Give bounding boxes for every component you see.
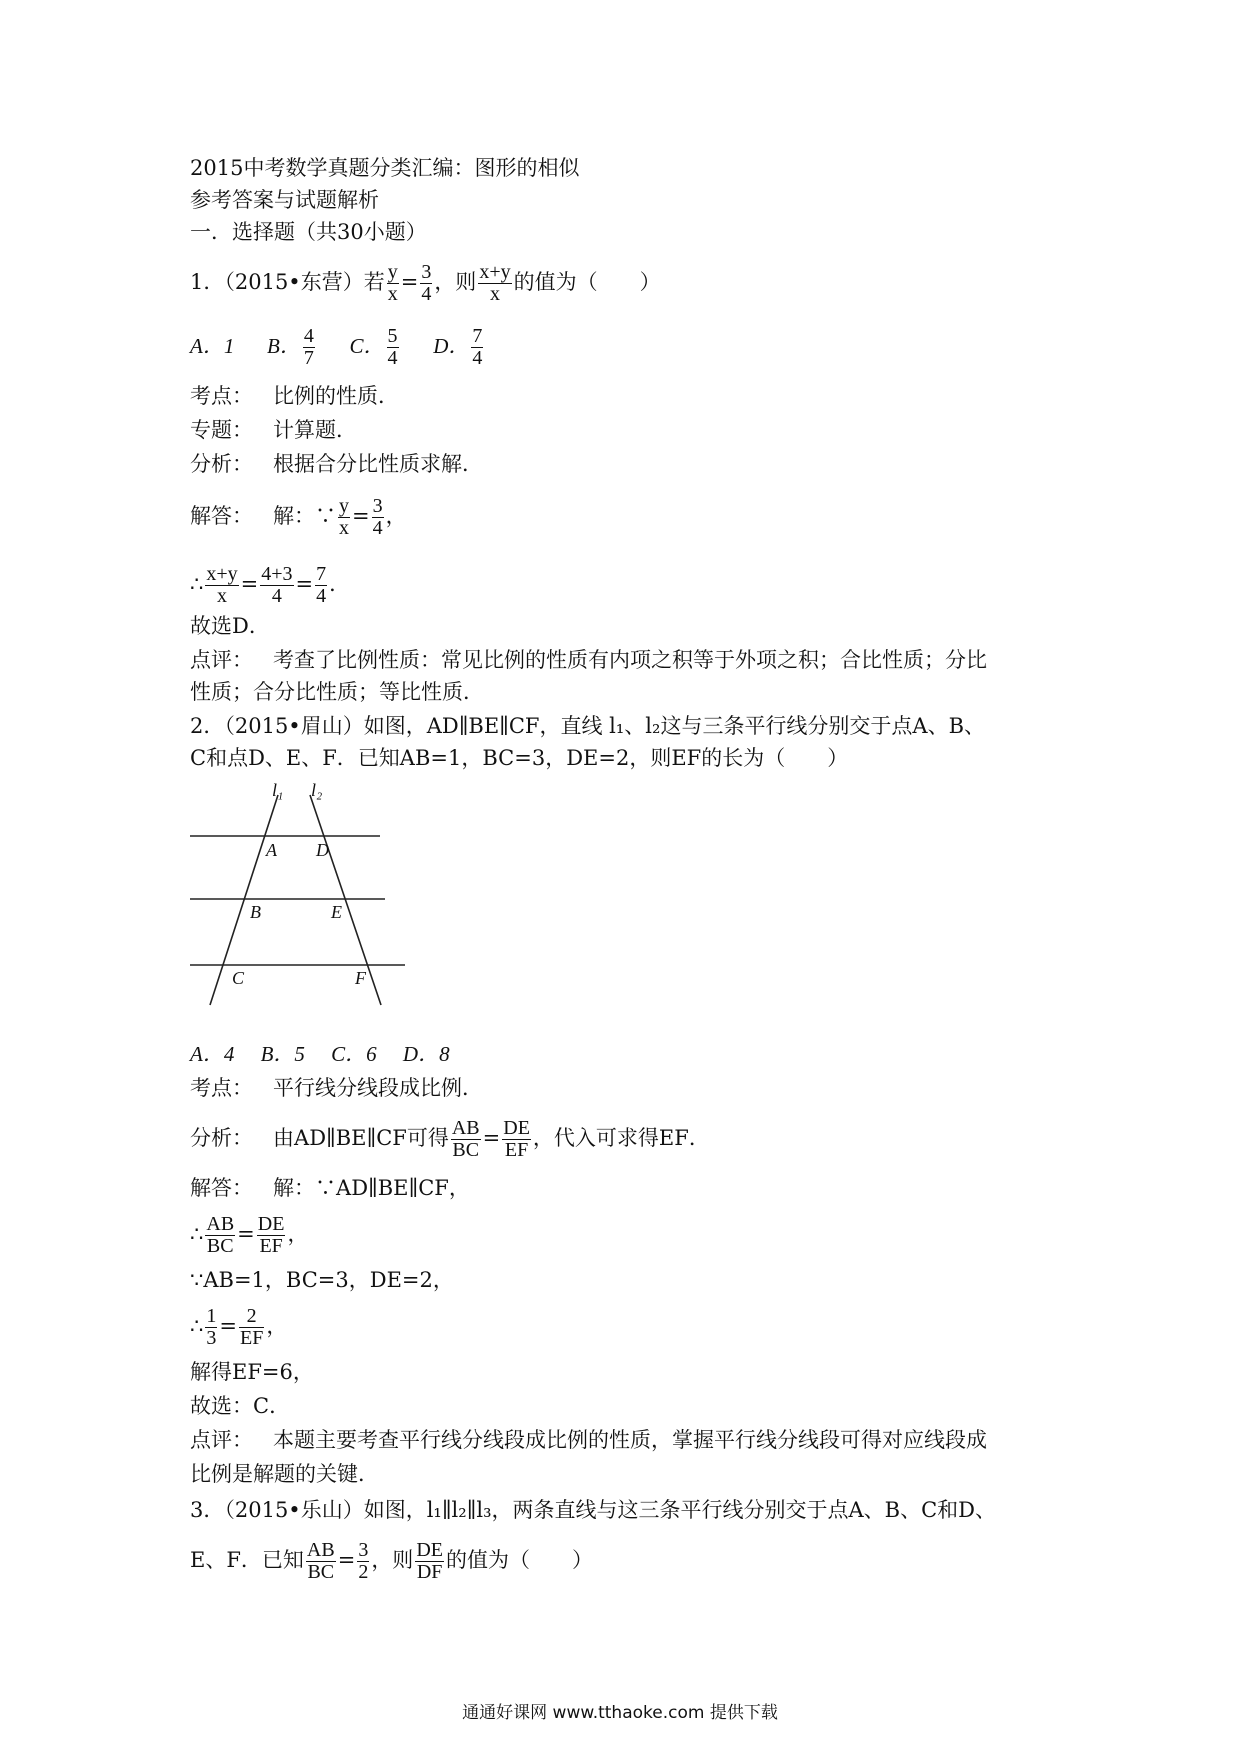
page-footer: 通通好课网 www.tthaoke.com 提供下载 (462, 1703, 778, 1723)
q1-kaodian: 考点： 比例的性质． (190, 384, 400, 408)
q1-number: 1．（2015•东营）若 (190, 270, 385, 294)
q2-kaodian: 考点： 平行线分线段成比例． (190, 1076, 484, 1100)
parallel-lines-figure (185, 780, 415, 1020)
q1-choice-b: B． $\frac{4}{7}$ (267, 325, 314, 369)
q1-dianping: 点评： 考查了比例性质：常见比例的性质有内项之积等于外项之积；合比性质；分比 (190, 648, 988, 672)
q1-step2: ∴ $\frac{x+y}{x}$ = $\frac{4+3}{4}$ = $\frac{7}{4}$ ． (190, 563, 351, 607)
q1-fraction-3-over-4: $\frac{3}{4}$ (421, 261, 432, 305)
q2-stem-line2: C和点D、E、F．已知AB=1，BC=3，DE=2，则EF的长为（ ） (190, 746, 849, 770)
q1-select: 故选D． (190, 614, 270, 638)
q2-jieda: 解答： 解：∵AD∥BE∥CF， (190, 1176, 470, 1200)
line-l2 (310, 795, 381, 1005)
q2-dianping: 点评： 本题主要考查平行线分线段成比例的性质，掌握平行线分线段可得对应线段成 (190, 1428, 988, 1452)
q1-dianping-cont: 性质；合分比性质；等比性质． (190, 680, 484, 704)
q1-fenxi: 分析： 根据合分比性质求解． (190, 452, 484, 476)
label-a: A (266, 840, 277, 860)
label-c: C (232, 968, 245, 988)
q2-choices: A．4 B．5 C．6 D．8 (190, 1042, 450, 1066)
q2-select: 故选：C． (190, 1394, 291, 1418)
q1-fraction-y-over-x: $\frac{y}{x}$ (387, 261, 398, 305)
q2-step4: 解得EF=6， (190, 1360, 314, 1384)
q2-stem-line1: 2．（2015•眉山）如图，AD∥BE∥CF，直线 l₁、l₂这与三条平行线分别交于点A、B、 (190, 714, 986, 738)
doc-title: 2015中考数学真题分类汇编：图形的相似 (190, 156, 580, 180)
q1-choice-c: C． $\frac{5}{4}$ (349, 325, 398, 369)
label-e: E (331, 902, 342, 922)
q1-jieda: 解答： 解：∵ $\frac{y}{x}$ = $\frac{3}{4}$ ， (190, 495, 407, 539)
q1-mid: ，则 (434, 270, 477, 294)
q3-stem-line2: E、F．已知 $\frac{AB}{BC}$ = $\frac{3}{2}$ ，则 $\frac{DE}{DF}$ 的值为（ ） (190, 1539, 593, 1583)
label-l2: l₂ (311, 780, 323, 800)
q1-choice-a: A．1 (190, 334, 235, 358)
label-b: B (250, 902, 261, 922)
q1-zhuanti: 专题： 计算题． (190, 418, 358, 442)
label-l1: l₁ (272, 780, 284, 800)
label-d: D (316, 840, 329, 860)
q1-choices (190, 326, 511, 369)
q1-fraction-xy-over-x: $\frac{x+y}{x}$ (479, 261, 511, 305)
q2-dianping-cont: 比例是解题的关键． (190, 1462, 379, 1486)
q2-step1: ∴ $\frac{AB}{BC}$ = $\frac{DE}{EF}$ ， (190, 1213, 309, 1257)
q2-step2: ∵AB=1，BC=3，DE=2， (190, 1268, 454, 1292)
q3-stem-line1: 3．（2015•乐山）如图，l₁∥l₂∥l₃，两条直线与这三条平行线分别交于点A、B、C和D、 (190, 1498, 996, 1522)
q1-end: 的值为（ ） (513, 270, 661, 294)
doc-subtitle: 参考答案与试题解析 (190, 188, 379, 212)
q2-fenxi: 分析： 由AD∥BE∥CF可得 $\frac{AB}{BC}$ = $\frac{DE}{EF}$ ，代入可求得EF． (190, 1117, 710, 1161)
section-heading: 一．选择题（共30小题） (190, 220, 427, 244)
label-f: F (355, 968, 366, 988)
q1-eq: = (400, 270, 419, 294)
q1-choice-d: D． $\frac{7}{4}$ (433, 325, 483, 369)
q1-stem (190, 262, 661, 305)
q2-step3: ∴ $\frac{1}{3}$ = $\frac{2}{EF}$ ， (190, 1305, 288, 1349)
